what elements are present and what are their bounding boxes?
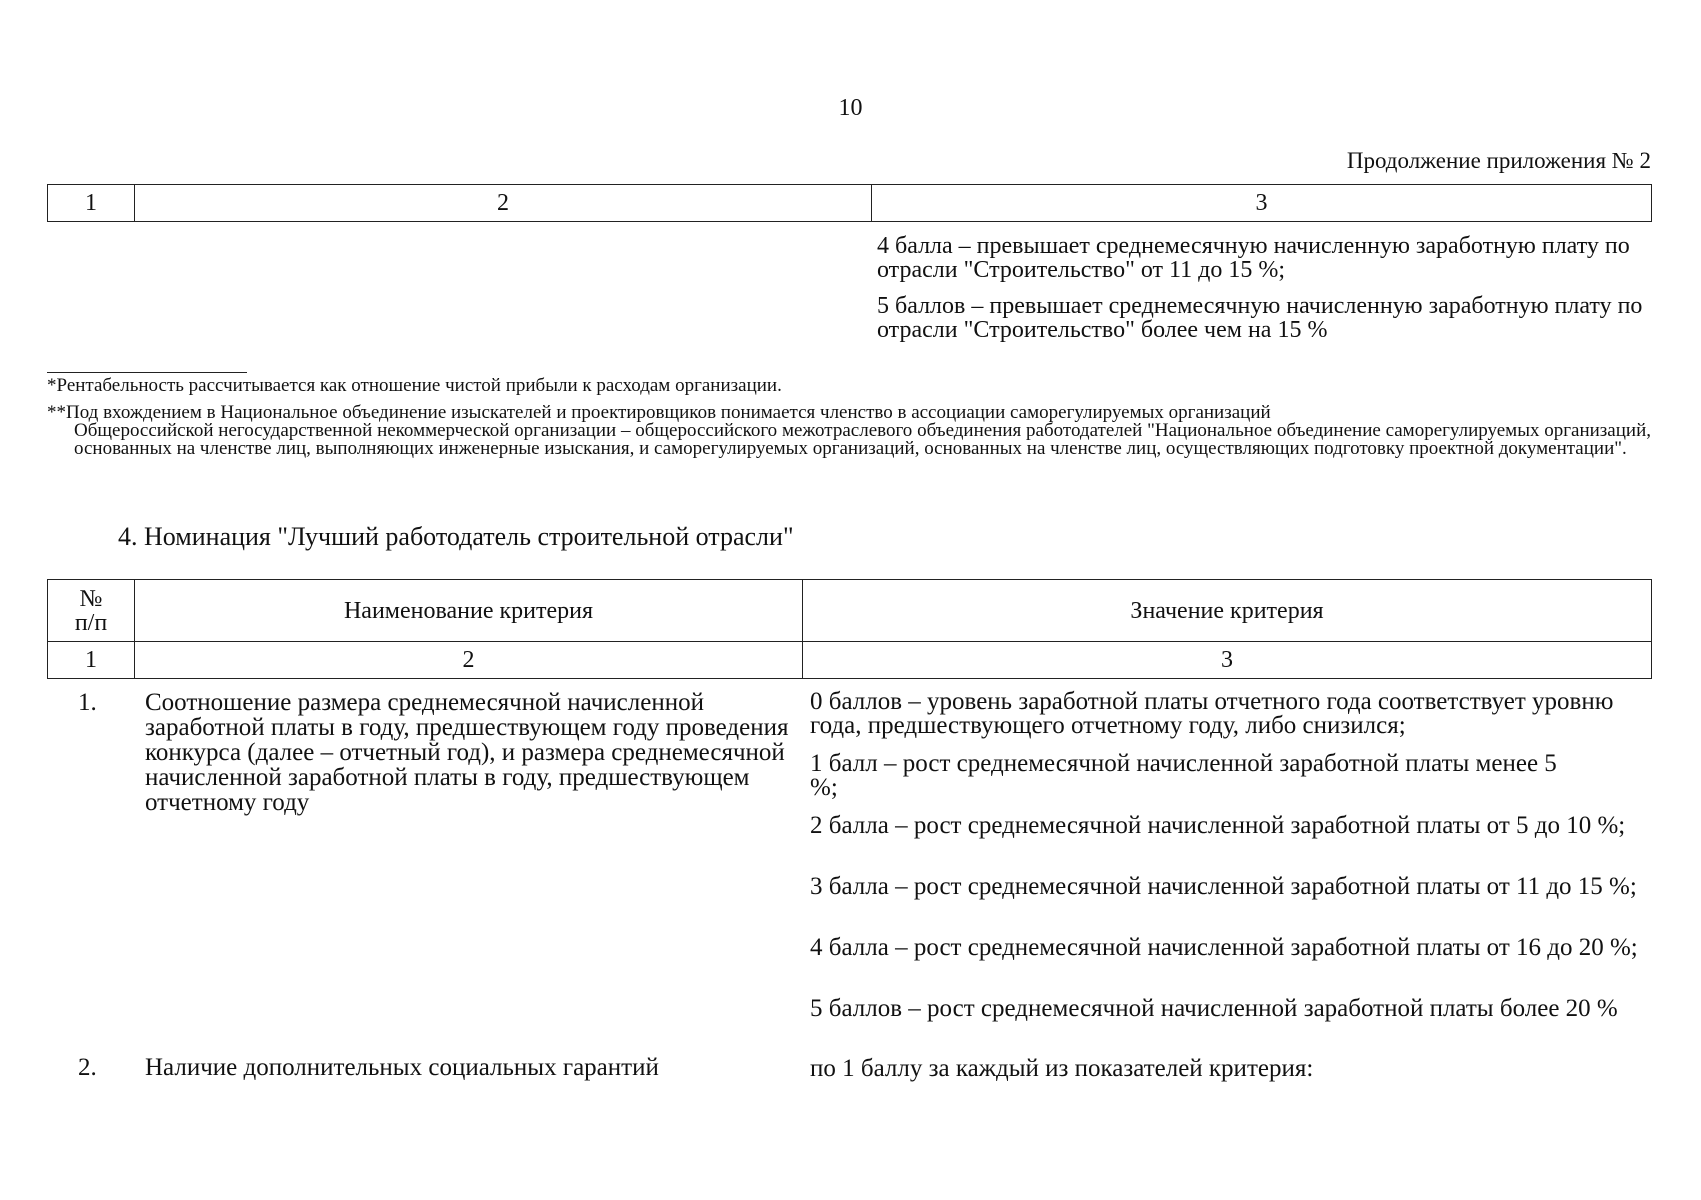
score-4: 4 балла – рост среднемесячной начисленной заработной платы от 16 до 20 %; — [810, 934, 1638, 961]
score-0: 0 баллов – уровень заработной платы отчетного года соответствует уровню года, предшествующего отчетному году, либо снизился; — [810, 688, 1614, 739]
column-number-2: 2 — [135, 185, 872, 222]
criterion-name: Соотношение размера среднемесячной начисленной заработной платы в году, предшествующем году проведения конкурса (далее – отчетный год), и размера среднемесячной начисленной заработной платы в году, предшествующем отчетному году — [145, 689, 789, 816]
column-number-3: 3 — [803, 642, 1652, 679]
score-2: 2 балла – рост среднемесячной начисленной заработной платы от 5 до 10 %; — [810, 812, 1626, 839]
footnote-2 — [47, 404, 1651, 458]
column-number-3: 3 — [872, 185, 1652, 222]
footnote-2-body: Общероссийской негосударственной некоммерческой организации – общероссийского межотраслевого объединения работодателей "Национальное объединение саморегулируемых организаций, основанных на членстве лиц, выполняющих инженерные изыскания, и саморегулируемых организаций, основанных на членстве лиц, осуществляющих подготовку проектной документации". — [74, 420, 1651, 459]
section-heading: 4. Номинация "Лучший работодатель строительной отрасли" — [118, 522, 794, 551]
continuation-score-5: 5 баллов – превышает среднемесячную начисленную заработную плату по отрасли "Строительство" более чем на 15 % — [877, 293, 1643, 343]
score-rule: по 1 баллу за каждый из показателей критерия: — [810, 1055, 1314, 1082]
footnote-1: *Рентабельность рассчитывается как отношение чистой прибыли к расходам организации. — [47, 375, 782, 396]
footnote-2-lead: **Под вхождением в Национальное объединение изыскателей и проектировщиков понимается членство в ассоциации саморегулируемых организаций — [47, 402, 1271, 423]
continuation-table-header — [47, 184, 1652, 222]
page-number: 10 — [838, 95, 863, 121]
header-criterion-value: Значение критерия — [803, 580, 1652, 642]
criterion-name: Наличие дополнительных социальных гарантий — [145, 1054, 659, 1081]
header-number: № п/п — [48, 580, 135, 642]
row-number: 2. — [78, 1054, 97, 1081]
continuation-score-4: 4 балла – превышает среднемесячную начисленную заработную плату по отрасли "Строительство" от 11 до 15 %; — [877, 233, 1630, 283]
score-3: 3 балла – рост среднемесячной начисленной заработной платы от 11 до 15 %; — [810, 873, 1637, 900]
header-criterion-name: Наименование критерия — [135, 580, 803, 642]
footnote-separator — [47, 372, 247, 373]
column-number-1: 1 — [48, 642, 135, 679]
criteria-table-header — [47, 579, 1652, 679]
column-number-2: 2 — [135, 642, 803, 679]
score-1: 1 балл – рост среднемесячной начисленной заработной платы менее 5 %; — [810, 750, 1557, 801]
row-number: 1. — [78, 689, 97, 716]
appendix-continuation-note: Продолжение приложения № 2 — [1346, 148, 1651, 173]
column-number-1: 1 — [48, 185, 135, 222]
score-5: 5 баллов – рост среднемесячной начисленной заработной платы более 20 % — [810, 995, 1618, 1022]
